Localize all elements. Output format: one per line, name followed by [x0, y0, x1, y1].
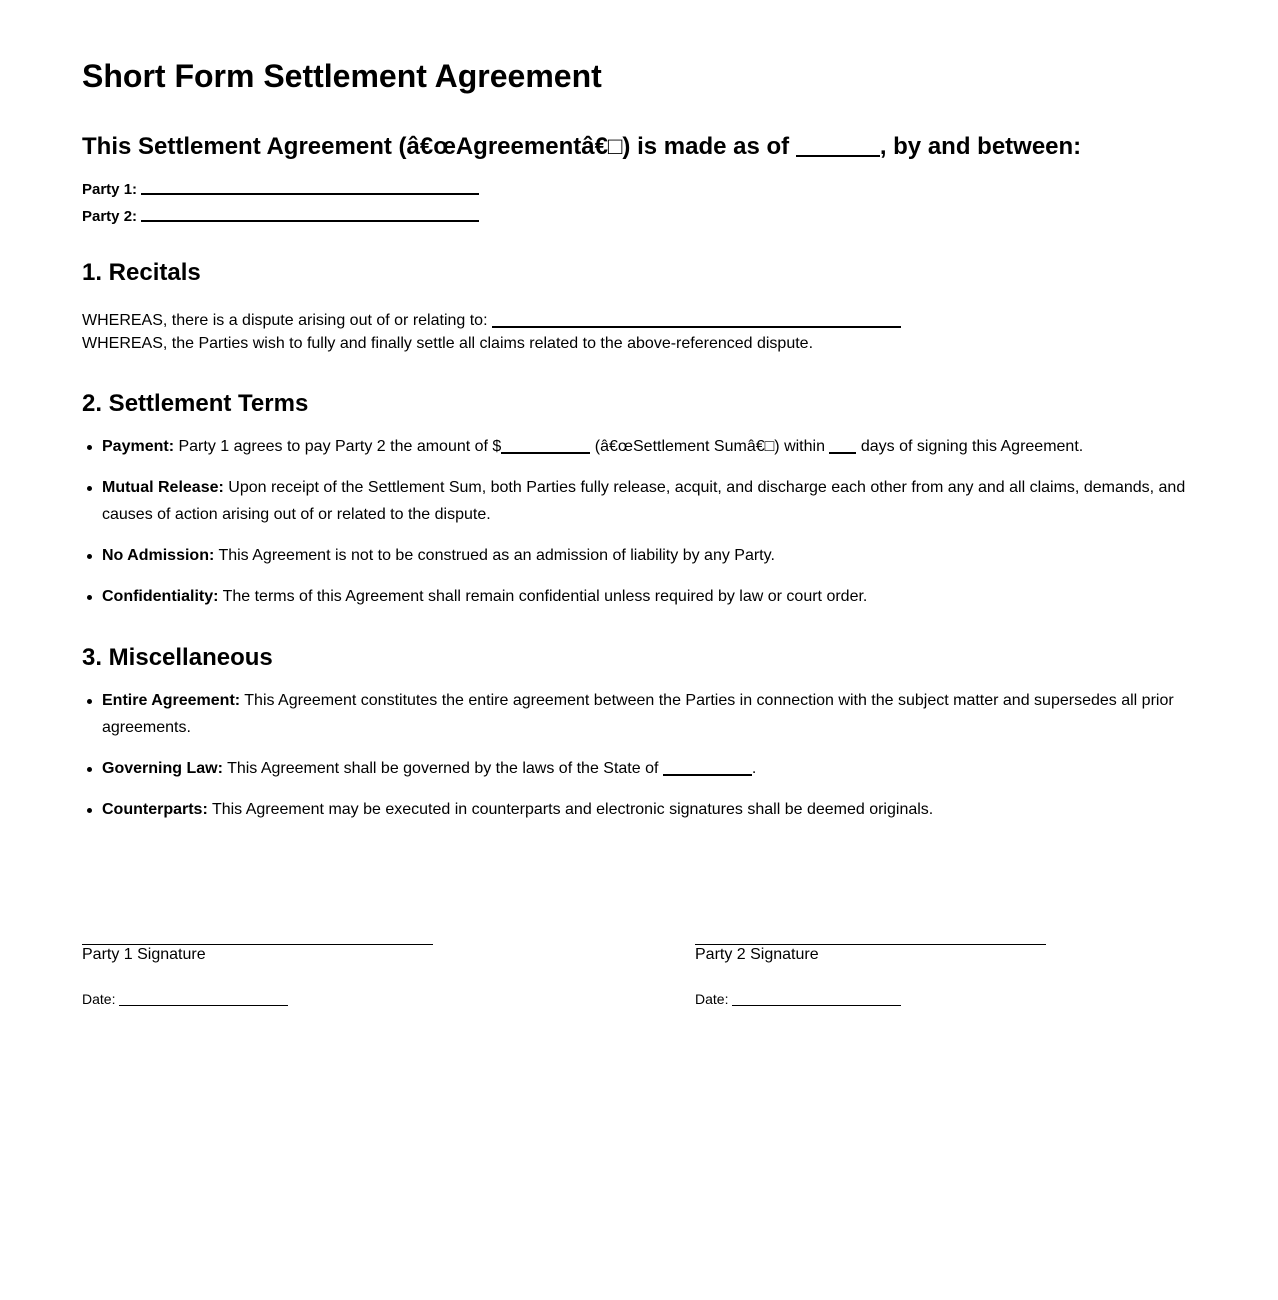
term-label: Payment: [102, 438, 175, 455]
governing-state-blank[interactable] [663, 758, 752, 776]
settlement-terms-list [82, 433, 1202, 624]
term-counterparts [102, 796, 1202, 823]
term-text: (â€œSettlement Sumâ€□) within [590, 438, 830, 455]
party-1-name-blank[interactable] [141, 178, 479, 195]
party-1-label: Party 1: [82, 181, 138, 198]
party-2-row [82, 204, 479, 225]
section-heading-miscellaneous: 3. Miscellaneous [82, 644, 273, 671]
party-1-signature-block [82, 928, 434, 1007]
section-heading-recitals: 1. Recitals [82, 259, 201, 286]
party-2-signature-block [695, 928, 1047, 1007]
term-text: . [751, 760, 757, 777]
term-mutual-release [102, 474, 1202, 528]
term-label: No Admission: [102, 547, 215, 564]
term-text: This Agreement constitutes the entire agreement between the Parties in connection with the subject matter and supersedes all prior agreements. [102, 692, 1174, 736]
party-2-date-blank[interactable] [732, 991, 901, 1006]
term-text: days of signing this Agreement. [856, 438, 1084, 455]
date-label: Date: [695, 991, 729, 1007]
party-2-name-blank[interactable] [141, 205, 479, 222]
party-2-signature-label: Party 2 Signature [695, 946, 819, 963]
term-payment [102, 433, 1202, 460]
party-1-signature-label: Party 1 Signature [82, 946, 206, 963]
intro-text-end: , by and between: [879, 133, 1082, 160]
dispute-subject-blank[interactable] [492, 310, 901, 328]
document-title: Short Form Settlement Agreement [82, 58, 602, 94]
recital-dispute-text: WHEREAS, there is a dispute arising out of or relating to: [82, 312, 492, 329]
party-1-date-blank[interactable] [119, 991, 288, 1006]
term-label: Entire Agreement: [102, 692, 241, 709]
term-governing-law [102, 755, 1202, 782]
term-text: Party 1 agrees to pay Party 2 the amount of $ [174, 438, 502, 455]
term-label: Governing Law: [102, 760, 223, 777]
recital-settle: WHEREAS, the Parties wish to fully and finally settle all claims related to the above-referenced dispute. [82, 335, 814, 352]
term-text: This Agreement is not to be construed as an admission of liability by any Party. [214, 547, 775, 564]
term-entire-agreement [102, 687, 1202, 741]
recital-dispute [82, 307, 901, 330]
intro-statement [82, 128, 1081, 161]
payment-days-blank[interactable] [829, 436, 856, 454]
party-2-date-row [695, 989, 1047, 1007]
term-label: Mutual Release: [102, 479, 224, 496]
term-label: Confidentiality: [102, 588, 219, 605]
term-confidentiality [102, 583, 1202, 610]
term-text: Upon receipt of the Settlement Sum, both Parties fully release, acquit, and discharge each other from any and all claims, demands, and causes of action arising out of or related to the dispute. [102, 479, 1186, 523]
term-no-admission [102, 542, 1202, 569]
term-text: This Agreement may be executed in counterparts and electronic signatures shall be deemed originals. [207, 801, 934, 818]
agreement-date-blank[interactable] [796, 131, 880, 157]
party-1-date-row [82, 989, 434, 1007]
intro-text: This Settlement Agreement (â€œAgreementâ€□) is made as of [82, 133, 796, 160]
term-text: The terms of this Agreement shall remain confidential unless required by law or court order. [218, 588, 868, 605]
term-label: Counterparts: [102, 801, 208, 818]
party-1-row [82, 177, 479, 198]
term-text: This Agreement shall be governed by the laws of the State of [222, 760, 663, 777]
date-label: Date: [82, 991, 116, 1007]
miscellaneous-list [82, 687, 1202, 837]
party-2-label: Party 2: [82, 208, 138, 225]
settlement-amount-blank[interactable] [501, 436, 590, 454]
section-heading-settlement-terms: 2. Settlement Terms [82, 390, 309, 417]
